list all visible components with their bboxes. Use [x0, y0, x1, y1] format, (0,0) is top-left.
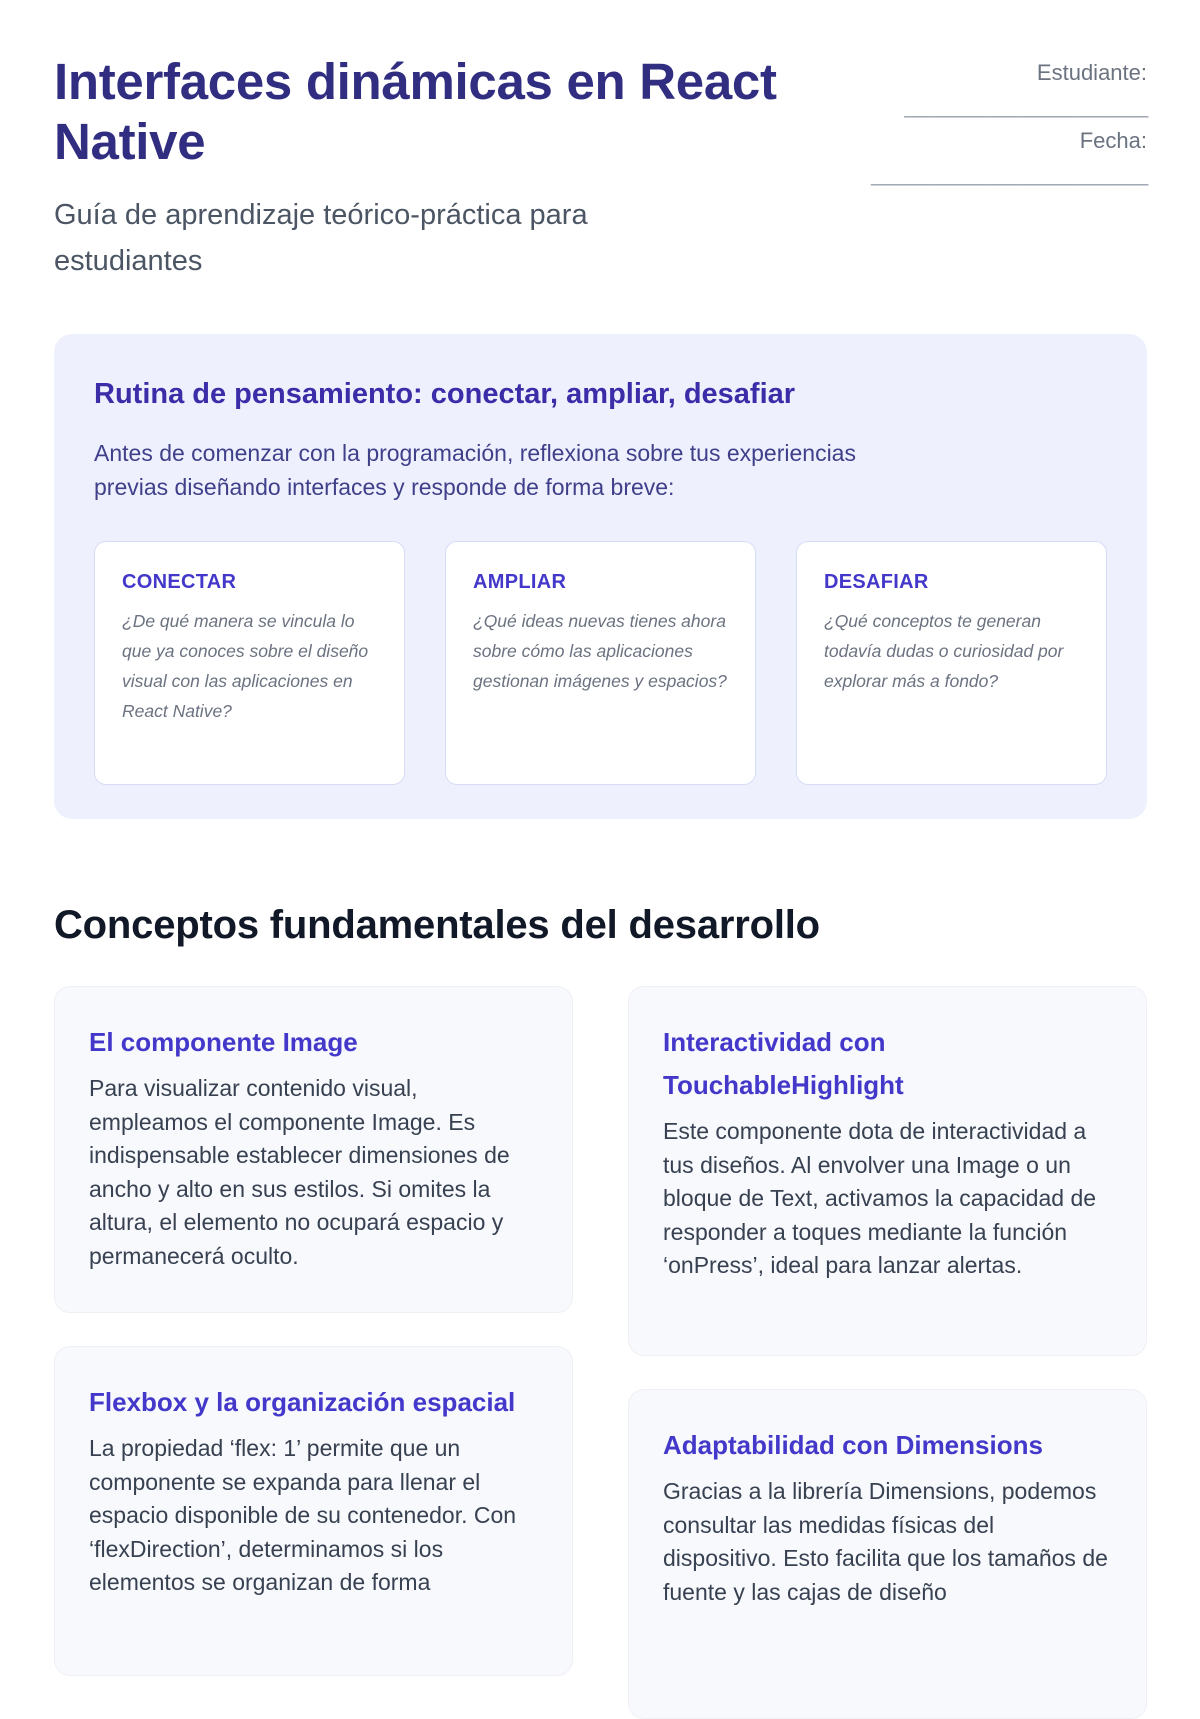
concept-card-title: Interactividad con TouchableHighlight	[663, 1027, 904, 1100]
routine-card-title: CONECTAR	[122, 571, 237, 593]
page-title: Interfaces dinámicas en React Native	[54, 53, 777, 170]
concept-card-flexbox	[54, 1346, 573, 1676]
concept-card-text: Este componente dota de interactividad a tus diseños. Al envolver una Image o un bloque de Text, activamos la capacidad de responder a toques mediante la función ‘onPress’, ideal para lanzar alertas.	[663, 1118, 1097, 1278]
routine-intro: Antes de comenzar con la programación, reflexiona sobre tus experiencias previas diseñando interfaces y responde de forma breve:	[94, 440, 856, 500]
routine-card-question: ¿Qué conceptos te generan todavía dudas o curiosidad por explorar más a fondo?	[824, 611, 1064, 691]
routine-card-ampliar	[445, 541, 756, 785]
date-label: Fecha:	[1079, 128, 1147, 153]
student-label: Estudiante:	[1036, 60, 1147, 85]
thinking-routine-box	[54, 334, 1147, 819]
concept-card-title: El componente Image	[89, 1027, 358, 1057]
concepts-section-title: Conceptos fundamentales del desarrollo	[54, 903, 820, 947]
routine-card-desafiar	[796, 541, 1107, 785]
routine-card-question: ¿De qué manera se vincula lo que ya conoces sobre el diseño visual con las aplicaciones en React Native?	[122, 611, 369, 721]
routine-cards	[94, 541, 1107, 785]
student-name-field[interactable]: ______________________	[904, 93, 1147, 118]
concept-card-image	[54, 986, 573, 1313]
student-info	[871, 58, 1147, 194]
concept-card-title: Adaptabilidad con Dimensions	[663, 1430, 1043, 1460]
routine-card-question: ¿Qué ideas nuevas tienes ahora sobre cómo las aplicaciones gestionan imágenes y espacios?	[473, 611, 727, 691]
date-field[interactable]: _________________________	[871, 161, 1147, 186]
concept-card-title: Flexbox y la organización espacial	[89, 1387, 516, 1417]
worksheet-page	[54, 52, 1147, 1605]
concept-card-dimensions	[628, 1389, 1147, 1719]
page-subtitle: Guía de aprendizaje teórico-práctica para estudiantes	[54, 199, 588, 277]
routine-card-conectar	[94, 541, 405, 785]
routine-title: Rutina de pensamiento: conectar, ampliar, desafiar	[94, 378, 796, 410]
worksheet-header	[54, 52, 1147, 297]
concept-card-text: Gracias a la librería Dimensions, podemos consultar las medidas físicas del dispositivo. Esto facilita que los tamaños de fuente y las cajas de diseño	[663, 1478, 1108, 1605]
concept-card-text: La propiedad ‘flex: 1’ permite que un componente se expanda para llenar el espacio disponible de su contenedor. Con ‘flexDirection’, determinamos si los elementos se organizan de forma	[89, 1435, 517, 1595]
concept-card-touchable	[628, 986, 1147, 1356]
routine-card-title: DESAFIAR	[824, 571, 929, 593]
concept-card-text: Para visualizar contenido visual, empleamos el componente Image. Es indispensable establecer dimensiones de ancho y alto en sus estilos. Si omites la altura, el elemento no ocupará espacio y permanecerá oculto.	[89, 1075, 510, 1269]
routine-card-title: AMPLIAR	[473, 571, 567, 593]
